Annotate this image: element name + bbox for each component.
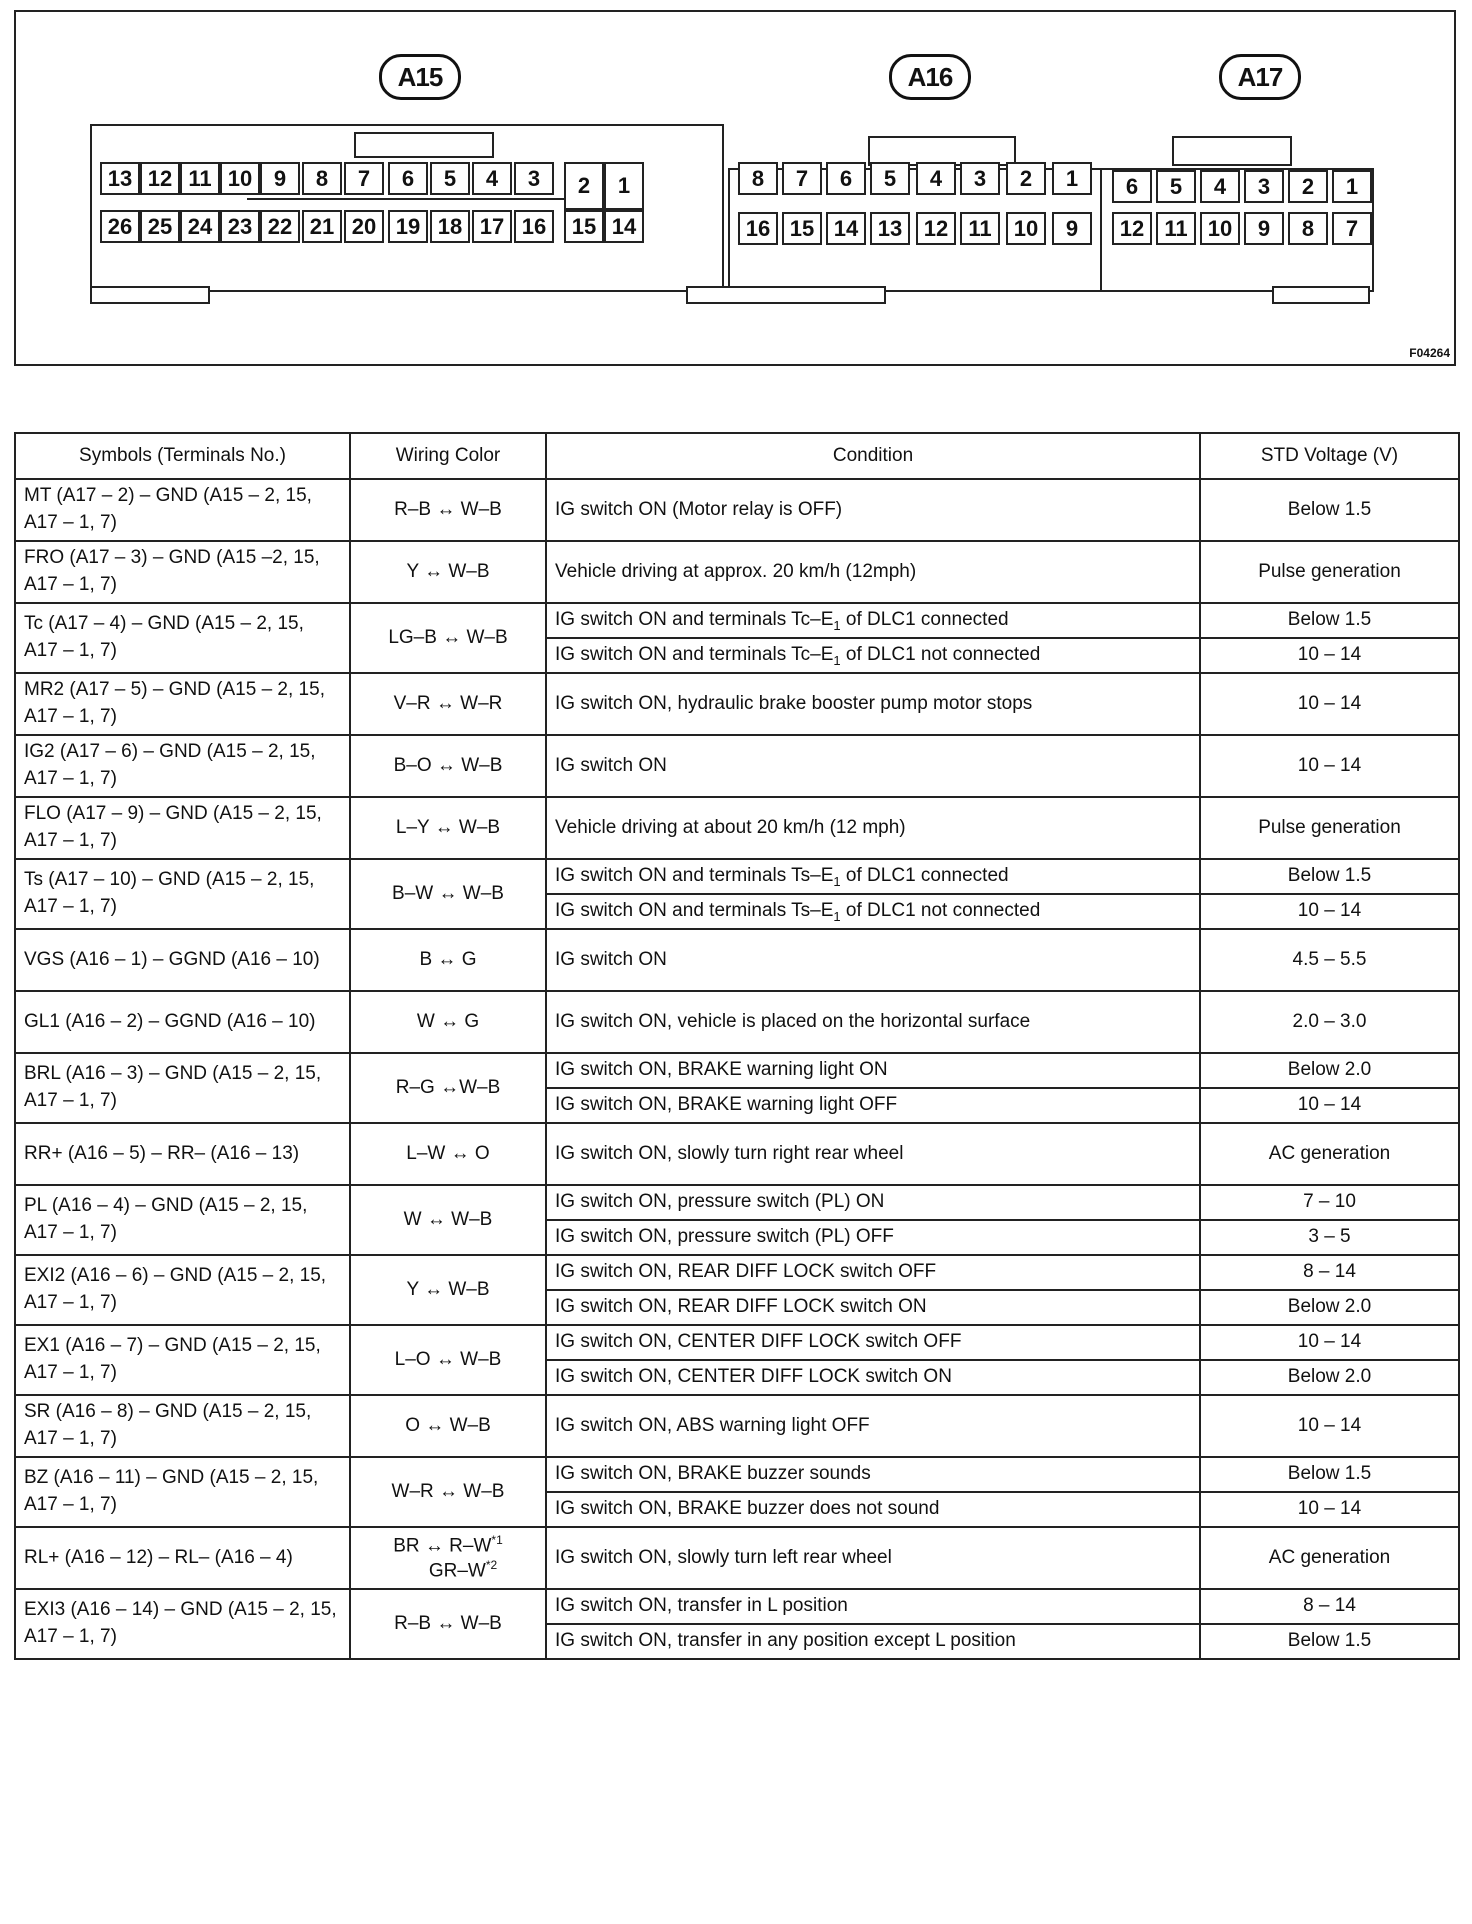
terminal-cell: 5	[870, 162, 910, 195]
header-wiring-color: Wiring Color	[350, 433, 546, 479]
symbol-cell: RR+ (A16 – 5) – RR– (A16 – 13)	[15, 1123, 350, 1185]
wiring-color-cell	[350, 1527, 546, 1589]
wiring-color-cell: B ↔ G	[350, 929, 546, 991]
symbol-cell: RL+ (A16 – 12) – RL– (A16 – 4)	[15, 1527, 350, 1589]
terminal-cell: 12	[1112, 212, 1152, 245]
terminal-cell: 21	[302, 210, 342, 243]
terminal-cell: 10	[1006, 212, 1046, 245]
symbol-cell: Tc (A17 – 4) – GND (A15 – 2, 15, A17 – 1, 7)	[15, 603, 350, 673]
wiring-text: BR ↔ R–W	[393, 1535, 492, 1557]
table-row	[15, 991, 1459, 1053]
table-row	[15, 735, 1459, 797]
condition-subscript: 1	[833, 617, 841, 633]
table-row	[15, 479, 1459, 541]
condition-cell: IG switch ON, REAR DIFF LOCK switch ON	[546, 1290, 1200, 1325]
std-voltage-cell: Below 1.5	[1200, 479, 1459, 541]
condition-cell: IG switch ON, transfer in L position	[546, 1589, 1200, 1624]
terminal-cell: 12	[140, 162, 180, 195]
terminal-cell: 10	[220, 162, 260, 195]
terminal-cell: 1	[1332, 170, 1372, 203]
symbol-cell: BRL (A16 – 3) – GND (A15 – 2, 15, A17 – 1, 7)	[15, 1053, 350, 1123]
wiring-color-cell: Y ↔ W–B	[350, 1255, 546, 1325]
condition-cell	[546, 859, 1200, 894]
table-row	[15, 1457, 1459, 1492]
wiring-color-cell: Y ↔ W–B	[350, 541, 546, 603]
terminal-voltage-table	[14, 432, 1460, 1660]
terminal-cell: 6	[826, 162, 866, 195]
condition-cell	[546, 894, 1200, 929]
condition-cell: IG switch ON, hydraulic brake booster pump motor stops	[546, 673, 1200, 735]
symbol-cell: Ts (A17 – 10) – GND (A15 – 2, 15, A17 – 1, 7)	[15, 859, 350, 929]
std-voltage-cell: AC generation	[1200, 1123, 1459, 1185]
terminal-cell: 13	[100, 162, 140, 195]
wiring-color-cell: W ↔ G	[350, 991, 546, 1053]
wiring-color-cell: O ↔ W–B	[350, 1395, 546, 1457]
connector-a15-latch	[90, 286, 210, 304]
terminal-cell: 9	[1052, 212, 1092, 245]
condition-text: of DLC1 not connected	[840, 899, 1041, 921]
symbol-cell: VGS (A16 – 1) – GGND (A16 – 10)	[15, 929, 350, 991]
std-voltage-cell: 10 – 14	[1200, 1395, 1459, 1457]
terminal-cell: 2	[1288, 170, 1328, 203]
condition-cell: IG switch ON, pressure switch (PL) ON	[546, 1185, 1200, 1220]
table-row	[15, 1185, 1459, 1220]
wiring-color-cell: L–Y ↔ W–B	[350, 797, 546, 859]
symbol-cell: EX1 (A16 – 7) – GND (A15 – 2, 15, A17 – 1, 7)	[15, 1325, 350, 1395]
table-row	[15, 673, 1459, 735]
wiring-color-cell: W–R ↔ W–B	[350, 1457, 546, 1527]
symbol-cell: SR (A16 – 8) – GND (A15 – 2, 15, A17 – 1, 7)	[15, 1395, 350, 1457]
terminal-cell: 19	[388, 210, 428, 243]
condition-text: IG switch ON and terminals Ts–E	[555, 899, 834, 921]
terminal-cell: 4	[916, 162, 956, 195]
connector-a17-latch	[1272, 286, 1370, 304]
condition-cell: IG switch ON, BRAKE warning light OFF	[546, 1088, 1200, 1123]
condition-cell	[546, 638, 1200, 673]
table-body	[15, 479, 1459, 1659]
std-voltage-cell: Below 2.0	[1200, 1053, 1459, 1088]
terminal-cell: 8	[1288, 212, 1328, 245]
condition-text: IG switch ON and terminals Tc–E	[555, 643, 834, 665]
std-voltage-cell: Below 1.5	[1200, 1624, 1459, 1659]
connector-label-a17: A17	[1219, 54, 1301, 100]
condition-subscript: 1	[833, 652, 841, 668]
terminal-cell: 3	[1244, 170, 1284, 203]
std-voltage-cell: 8 – 14	[1200, 1589, 1459, 1624]
wiring-line	[359, 1558, 537, 1583]
std-voltage-cell: 10 – 14	[1200, 638, 1459, 673]
condition-cell: IG switch ON, BRAKE buzzer does not sound	[546, 1492, 1200, 1527]
wiring-color-cell: B–W ↔ W–B	[350, 859, 546, 929]
symbol-cell: MT (A17 – 2) – GND (A15 – 2, 15, A17 – 1, 7)	[15, 479, 350, 541]
terminal-cell: 8	[302, 162, 342, 195]
terminal-cell: 11	[960, 212, 1000, 245]
header-condition: Condition	[546, 433, 1200, 479]
std-voltage-cell: 10 – 14	[1200, 735, 1459, 797]
table-header-row	[15, 433, 1459, 479]
symbol-cell: EXI3 (A16 – 14) – GND (A15 – 2, 15, A17 – 1, 7)	[15, 1589, 350, 1659]
terminal-cell: 3	[960, 162, 1000, 195]
table-row	[15, 1123, 1459, 1185]
terminal-cell: 26	[100, 210, 140, 243]
condition-cell: IG switch ON	[546, 929, 1200, 991]
connector-a15-divider	[247, 198, 597, 204]
symbol-cell: FRO (A17 – 3) – GND (A15 –2, 15, A17 – 1, 7)	[15, 541, 350, 603]
symbol-cell: BZ (A16 – 11) – GND (A15 – 2, 15, A17 – 1, 7)	[15, 1457, 350, 1527]
terminal-cell: 7	[344, 162, 384, 195]
table-row	[15, 541, 1459, 603]
symbol-cell: MR2 (A17 – 5) – GND (A15 – 2, 15, A17 – 1, 7)	[15, 673, 350, 735]
terminal-cell: 1	[1052, 162, 1092, 195]
std-voltage-cell: 2.0 – 3.0	[1200, 991, 1459, 1053]
figure-code: F04264	[1409, 346, 1450, 360]
condition-subscript: 1	[833, 873, 841, 889]
condition-subscript: 1	[833, 908, 841, 924]
terminal-cell: 15	[782, 212, 822, 245]
terminal-cell: 7	[1332, 212, 1372, 245]
condition-cell: IG switch ON, ABS warning light OFF	[546, 1395, 1200, 1457]
terminal-cell: 6	[388, 162, 428, 195]
std-voltage-cell: 3 – 5	[1200, 1220, 1459, 1255]
wiring-color-cell: B–O ↔ W–B	[350, 735, 546, 797]
terminal-cell: 12	[916, 212, 956, 245]
terminal-cell: 23	[220, 210, 260, 243]
connector-a16-latch	[686, 286, 886, 304]
std-voltage-cell: 7 – 10	[1200, 1185, 1459, 1220]
symbol-cell: PL (A16 – 4) – GND (A15 – 2, 15, A17 – 1, 7)	[15, 1185, 350, 1255]
std-voltage-cell: 10 – 14	[1200, 1325, 1459, 1360]
condition-cell: IG switch ON, BRAKE buzzer sounds	[546, 1457, 1200, 1492]
terminal-cell: 13	[870, 212, 910, 245]
terminal-cell: 4	[1200, 170, 1240, 203]
condition-cell: IG switch ON	[546, 735, 1200, 797]
condition-text: of DLC1 connected	[840, 608, 1009, 630]
std-voltage-cell: Below 1.5	[1200, 1457, 1459, 1492]
terminal-cell: 9	[1244, 212, 1284, 245]
std-voltage-cell: Pulse generation	[1200, 541, 1459, 603]
table-row	[15, 1395, 1459, 1457]
std-voltage-cell: Below 2.0	[1200, 1290, 1459, 1325]
terminal-cell: 11	[1156, 212, 1196, 245]
condition-cell: IG switch ON, vehicle is placed on the horizontal surface	[546, 991, 1200, 1053]
connector-a15-key	[354, 132, 494, 158]
terminal-cell: 5	[1156, 170, 1196, 203]
wiring-color-cell: L–W ↔ O	[350, 1123, 546, 1185]
terminal-cell: 10	[1200, 212, 1240, 245]
condition-cell: IG switch ON, slowly turn left rear wheel	[546, 1527, 1200, 1589]
condition-cell: IG switch ON, CENTER DIFF LOCK switch OFF	[546, 1325, 1200, 1360]
wiring-color-cell: R–B ↔ W–B	[350, 1589, 546, 1659]
table-row	[15, 603, 1459, 638]
wiring-color-cell: LG–B ↔ W–B	[350, 603, 546, 673]
wiring-color-cell: R–G ↔W–B	[350, 1053, 546, 1123]
terminal-cell: 17	[472, 210, 512, 243]
std-voltage-cell: 8 – 14	[1200, 1255, 1459, 1290]
std-voltage-cell: 10 – 14	[1200, 1088, 1459, 1123]
table-row	[15, 929, 1459, 991]
std-voltage-cell: 10 – 14	[1200, 1492, 1459, 1527]
footnote-mark: *1	[491, 1532, 503, 1547]
terminal-cell: 6	[1112, 170, 1152, 203]
connector-label-a16: A16	[889, 54, 971, 100]
std-voltage-cell: 10 – 14	[1200, 673, 1459, 735]
symbol-cell: GL1 (A16 – 2) – GGND (A16 – 10)	[15, 991, 350, 1053]
terminal-cell: 15	[564, 210, 604, 243]
symbol-cell: FLO (A17 – 9) – GND (A15 – 2, 15, A17 – 1, 7)	[15, 797, 350, 859]
terminal-cell: 14	[826, 212, 866, 245]
terminal-cell: 16	[738, 212, 778, 245]
terminal-cell: 5	[430, 162, 470, 195]
std-voltage-cell: Pulse generation	[1200, 797, 1459, 859]
condition-cell	[546, 603, 1200, 638]
std-voltage-cell: 4.5 – 5.5	[1200, 929, 1459, 991]
table-row	[15, 859, 1459, 894]
std-voltage-cell: Below 1.5	[1200, 859, 1459, 894]
terminal-cell: 1	[604, 162, 644, 210]
terminal-cell: 11	[180, 162, 220, 195]
condition-text: of DLC1 connected	[840, 864, 1009, 886]
std-voltage-cell: 10 – 14	[1200, 894, 1459, 929]
condition-text: IG switch ON and terminals Tc–E	[555, 608, 834, 630]
std-voltage-cell: Below 2.0	[1200, 1360, 1459, 1395]
terminal-cell: 7	[782, 162, 822, 195]
condition-cell: IG switch ON, pressure switch (PL) OFF	[546, 1220, 1200, 1255]
table-row	[15, 797, 1459, 859]
terminal-cell: 18	[430, 210, 470, 243]
wiring-color-cell: W ↔ W–B	[350, 1185, 546, 1255]
table-row	[15, 1589, 1459, 1624]
wiring-color-cell: R–B ↔ W–B	[350, 479, 546, 541]
wiring-color-cell: V–R ↔ W–R	[350, 673, 546, 735]
terminal-cell: 9	[260, 162, 300, 195]
terminal-cell: 24	[180, 210, 220, 243]
terminal-cell: 20	[344, 210, 384, 243]
condition-cell: IG switch ON, BRAKE warning light ON	[546, 1053, 1200, 1088]
header-symbols: Symbols (Terminals No.)	[15, 433, 350, 479]
header-std-voltage: STD Voltage (V)	[1200, 433, 1459, 479]
condition-cell: IG switch ON, transfer in any position except L position	[546, 1624, 1200, 1659]
condition-cell: IG switch ON, CENTER DIFF LOCK switch ON	[546, 1360, 1200, 1395]
terminal-cell: 16	[514, 210, 554, 243]
wiring-color-cell: L–O ↔ W–B	[350, 1325, 546, 1395]
condition-cell: IG switch ON, slowly turn right rear wheel	[546, 1123, 1200, 1185]
condition-cell: IG switch ON (Motor relay is OFF)	[546, 479, 1200, 541]
condition-text: IG switch ON and terminals Ts–E	[555, 864, 834, 886]
symbol-cell: IG2 (A17 – 6) – GND (A15 – 2, 15, A17 – 1, 7)	[15, 735, 350, 797]
std-voltage-cell: Below 1.5	[1200, 603, 1459, 638]
std-voltage-cell: AC generation	[1200, 1527, 1459, 1589]
terminal-cell: 22	[260, 210, 300, 243]
connector-label-a15: A15	[379, 54, 461, 100]
footnote-mark: *2	[485, 1558, 498, 1572]
terminal-cell: 14	[604, 210, 644, 243]
condition-cell: Vehicle driving at about 20 km/h (12 mph)	[546, 797, 1200, 859]
wiring-line	[359, 1533, 537, 1558]
connector-diagram	[14, 10, 1456, 366]
terminal-cell: 3	[514, 162, 554, 195]
table-row	[15, 1527, 1459, 1589]
terminal-cell: 25	[140, 210, 180, 243]
terminal-cell: 8	[738, 162, 778, 195]
terminal-cell: 2	[564, 162, 604, 210]
table-row	[15, 1325, 1459, 1360]
symbol-cell: EXI2 (A16 – 6) – GND (A15 – 2, 15, A17 – 1, 7)	[15, 1255, 350, 1325]
condition-cell: Vehicle driving at approx. 20 km/h (12mph)	[546, 541, 1200, 603]
terminal-cell: 2	[1006, 162, 1046, 195]
wiring-text: GR–W	[428, 1560, 486, 1582]
table-row	[15, 1255, 1459, 1290]
condition-cell: IG switch ON, REAR DIFF LOCK switch OFF	[546, 1255, 1200, 1290]
connector-a17-key	[1172, 136, 1292, 166]
terminal-cell: 4	[472, 162, 512, 195]
table-row	[15, 1053, 1459, 1088]
condition-text: of DLC1 not connected	[840, 643, 1041, 665]
